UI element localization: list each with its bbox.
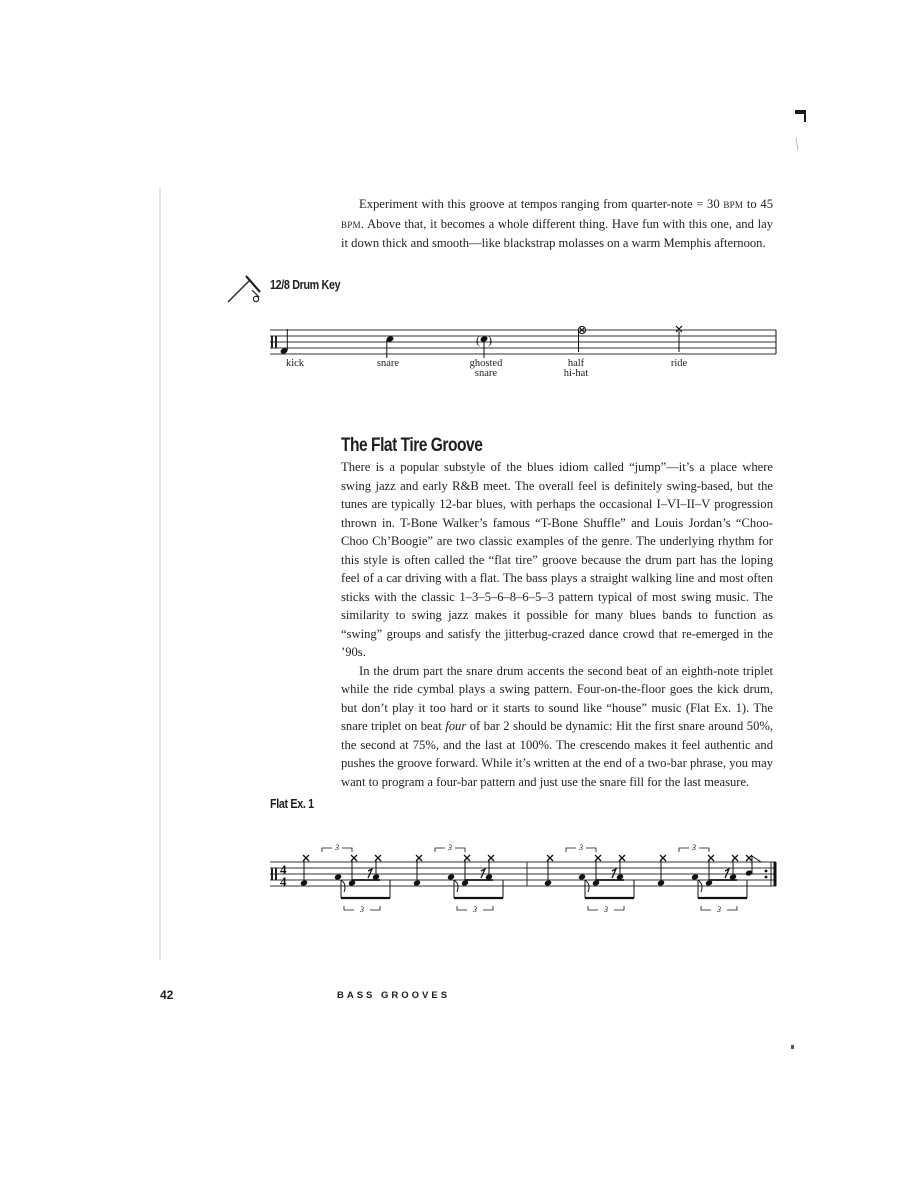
key-label-ghosted-snare — [456, 359, 516, 379]
key-label-half-hi-hat — [548, 359, 604, 379]
tuplet-label: 3 — [360, 905, 364, 914]
tuplet-bracket — [342, 848, 352, 852]
key-label-kick: kick — [285, 358, 305, 369]
key-label-snare: snare — [376, 358, 400, 369]
svg-text:): ) — [488, 333, 492, 347]
tuplet-bracket — [457, 906, 467, 910]
repeat-dot — [765, 876, 768, 879]
tuplet-bracket — [727, 906, 737, 910]
tuplet-bracket — [586, 848, 596, 852]
snare-note — [386, 335, 395, 358]
intro-paragraph — [341, 195, 773, 253]
snare-notehead — [691, 873, 699, 880]
key-label-half-line1: half — [567, 358, 585, 369]
tuplet-bracket — [483, 906, 493, 910]
key-label-ghosted-line2: snare — [474, 368, 498, 379]
tuplet-bracket — [455, 848, 465, 852]
accent — [752, 856, 761, 862]
intro-text-3: . Above that, it becomes a whole different thing. Have fun with this one, and lay it down thick and smooth—like blackstrap molasses on a warm Memphis afternoon. — [341, 216, 773, 250]
paragraph-2-emphasis: four — [445, 719, 467, 733]
eighth-rest — [481, 869, 485, 878]
tuplet-label: 3 — [717, 905, 721, 914]
tuplet-bracket — [566, 848, 576, 852]
drumstick-icon — [226, 270, 262, 304]
paragraph-1: There is a popular substyle of the blues idiom called “jump”—it’s a place where swing jazz and early R&B meet. The overall feel is definitely swing-based, but the tunes are typically 12-bar blues, with perhaps the occasional I–VI–II–V progression thrown in. T-Bone Walker’s famous “T-Bone Shuffle” and Louis Jordan’s “Choo-Choo Ch’Boogie” are two classic examples of the genre. The underlying rhythm for this style is often called the “flat tire” groove because the drum part has the loping feel of a car driving with a flat. The bass plays a straight walking line and most often sticks with the classic 1–3–5–6–8–6–5–3 pattern typical of most swing music. The similarity to swing jazz makes it possible for many blues bands to function as “swing” groups and satisfy the jitterbug-crazed dance crowd that re-emerged in the ’90s. — [341, 460, 773, 659]
key-label-ghosted-line1: ghosted — [469, 358, 503, 369]
section-body — [341, 458, 773, 791]
tuplet-bracket — [322, 848, 332, 852]
tuplet-bracket — [344, 906, 354, 910]
tuplet-bracket — [679, 848, 689, 852]
scan-speck — [796, 138, 798, 150]
tuplet-label: 3 — [692, 843, 696, 852]
paragraph-2-text-1: In the drum part the snare drum accents the second beat of an eighth-note triplet while the ride cymbal plays a swing pattern. Four-on-the-floor goes the kick drum, but don’t play it too hard or it starts to sound like “house” music (Flat Ex. 1). The snare triplet on beat — [341, 663, 773, 733]
tuplet-label: 3 — [473, 905, 477, 914]
kick-notehead — [544, 879, 552, 886]
repeat-dot — [765, 870, 768, 873]
eighth-rest — [725, 869, 729, 878]
tuplet-label: 3 — [335, 843, 339, 852]
bpm-unit: BPM — [723, 200, 744, 210]
drum-key-staff — [262, 322, 782, 362]
note-group — [300, 843, 761, 914]
tuplet-bracket — [701, 906, 711, 910]
kick-notehead — [300, 879, 308, 886]
section-title: The Flat Tire Groove — [341, 435, 483, 456]
tuplet-bracket — [699, 848, 709, 852]
key-label-half-line2: hi-hat — [563, 368, 589, 379]
bpm-unit: BPM — [341, 219, 361, 230]
tuplet-label: 3 — [579, 843, 583, 852]
tuplet-bracket — [588, 906, 598, 910]
example-title: Flat Ex. 1 — [270, 797, 314, 811]
tuplet-bracket — [370, 906, 380, 910]
running-title: BASS GROOVES — [337, 990, 451, 1001]
snare-notehead — [578, 873, 586, 880]
svg-text:(: ( — [476, 333, 480, 347]
intro-text-2: to 45 — [743, 197, 774, 211]
tuplet-label: 3 — [448, 843, 452, 852]
eighth-rest — [368, 869, 372, 878]
intro-text-1: Experiment with this groove at tempos ranging from quarter-note = 30 — [359, 197, 724, 211]
scan-dot — [791, 1045, 794, 1049]
flat-ex-1-notation — [262, 838, 792, 918]
paragraph-2 — [341, 662, 773, 792]
time-signature-bottom: 4 — [280, 874, 287, 889]
tuplet-bracket — [435, 848, 445, 852]
drum-key-title: 12/8 Drum Key — [270, 278, 341, 292]
snare-notehead — [334, 873, 342, 880]
tuplet-bracket — [614, 906, 624, 910]
page-number: 42 — [160, 988, 174, 1002]
time-signature-top: 4 — [280, 862, 287, 877]
tuplet-label: 3 — [604, 905, 608, 914]
kick-notehead — [413, 879, 421, 886]
corner-mark — [795, 110, 806, 122]
eighth-rest — [612, 869, 616, 878]
kick-notehead — [657, 879, 665, 886]
key-label-ride: ride — [670, 358, 688, 369]
paragraph-2-text-2: of bar 2 should be dynamic: Hit the first snare around 50%, the second at 75%, and the last at 100%. The crescendo makes it feel authentic and pushes the groove forward. While it’s written at the end of a two-bar phrase, you may want to program a four-bar pattern and just use the snare fill for the last measure. — [341, 719, 774, 789]
snare-notehead — [447, 873, 455, 880]
